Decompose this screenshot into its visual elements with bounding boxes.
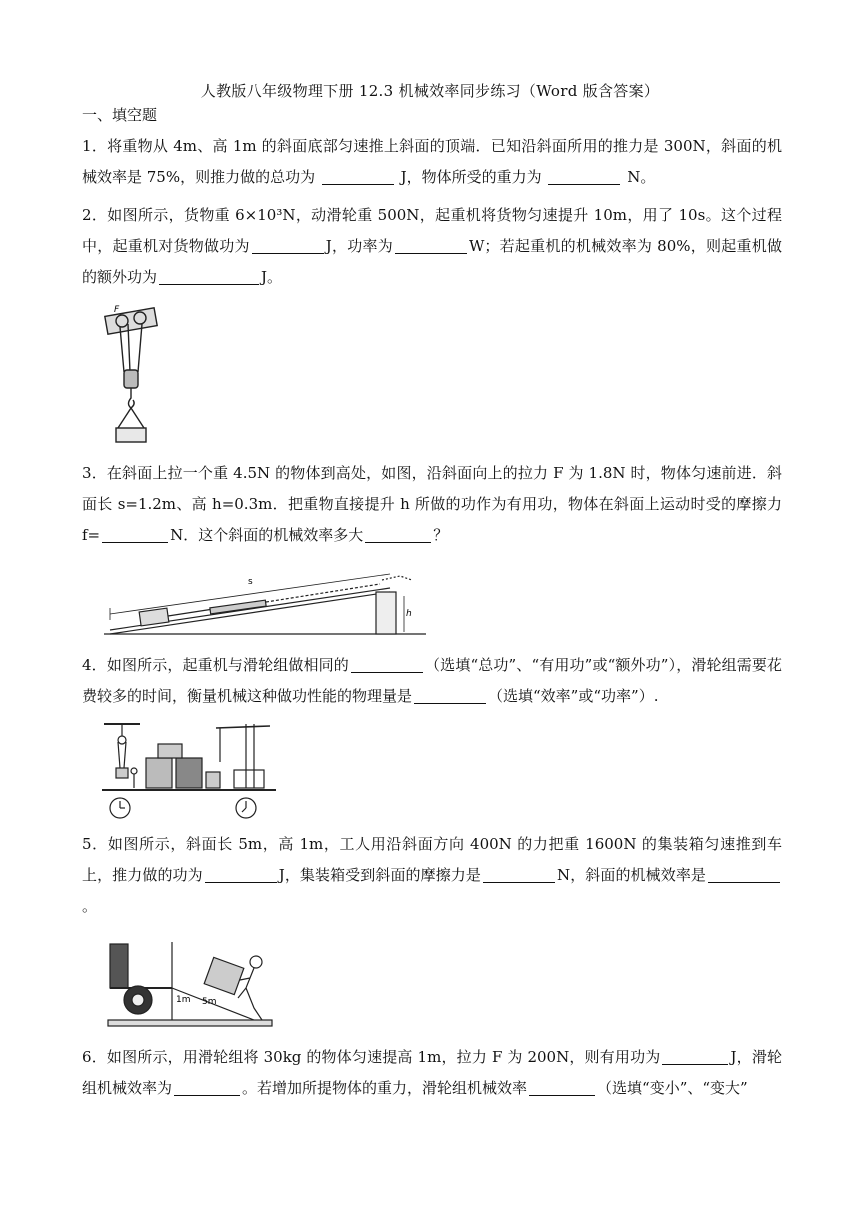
answer-blank[interactable]	[483, 864, 555, 883]
question-text: N。	[627, 168, 656, 186]
height-label: h	[406, 609, 412, 619]
length-label: s	[248, 577, 253, 587]
question-text: 。若增加所提物体的重力，滑轮组机械效率	[242, 1079, 528, 1097]
crane-vs-pulley-figure	[100, 718, 280, 824]
question-text: J，物体所受的重力为	[400, 168, 542, 186]
question-text: N．这个斜面的机械效率多大	[170, 526, 364, 544]
answer-blank[interactable]	[414, 685, 486, 704]
question-text: 在斜面上拉一个重 4.5N 的物体到高处，如图，沿斜面向上的拉力 F 为 1.8N 时，物体匀速前进．斜面长 s=1.2m、高 h=0.3m．把重物直接提升 h 所做的功作为有用功，物体在斜面上运动时受的摩擦力 f=	[82, 464, 782, 544]
force-label: F	[114, 305, 120, 315]
answer-blank[interactable]	[252, 235, 324, 254]
question-1	[82, 131, 782, 193]
answer-blank[interactable]	[159, 266, 259, 285]
question-3	[82, 458, 782, 551]
question-number: 3．	[82, 464, 107, 482]
question-text: J，功率为	[325, 237, 393, 255]
inclined-plane-figure	[100, 566, 430, 638]
answer-blank[interactable]	[351, 654, 423, 673]
question-number: 2．	[82, 206, 108, 224]
question-number: 1．	[82, 137, 108, 155]
answer-blank[interactable]	[662, 1046, 728, 1065]
question-text: 将重物从 4m、高 1m 的斜面底部匀速推上斜面的顶端．已知沿斜面所用的推力是 300N，斜面的机械效率是 75%，则推力做的总功为	[82, 137, 782, 186]
question-text: 如图所示，斜面长 5m，高 1m，工人用沿斜面方向 400N 的力把重 1600N 的集装箱匀速推到车上，推力做的功为	[82, 835, 782, 884]
question-text: W；若起重机的机械效率为 80%，则起重机做的额外功为	[82, 237, 782, 286]
crane-pulley-figure	[100, 302, 170, 448]
question-6	[82, 1042, 782, 1104]
question-4	[82, 650, 782, 712]
question-text: （选填“总功”、“有用功”或“额外功”），滑轮组需要花费较多的时间，衡量机械这种做功性能的物理量是	[82, 656, 782, 705]
question-text: N，斜面的机械效率是	[556, 866, 706, 884]
question-text: 如图所示，用滑轮组将 30kg 的物体匀速提高 1m，拉力 F 为 200N，则有用功为	[106, 1048, 661, 1066]
answer-blank[interactable]	[529, 1077, 595, 1096]
answer-blank[interactable]	[708, 864, 780, 883]
answer-blank[interactable]	[102, 524, 168, 543]
truck-ramp-figure	[104, 938, 276, 1030]
question-text: ？	[433, 526, 449, 544]
document-title: 人教版八年级物理下册 12.3 机械效率同步练习（Word 版含答案）	[200, 82, 660, 100]
length-label: 5m	[202, 997, 217, 1007]
question-text: 如图所示，货物重 6×10³N，动滑轮重 500N，起重机将货物匀速提升 10m，用了 10s。这个过程中，起重机对货物做功为	[82, 206, 783, 255]
question-text: 如图所示，起重机与滑轮组做相同的	[106, 656, 349, 674]
question-text: 。	[82, 897, 98, 915]
answer-blank[interactable]	[205, 864, 277, 883]
question-2	[82, 200, 782, 293]
height-label: 1m	[176, 995, 191, 1005]
answer-blank[interactable]	[395, 235, 467, 254]
question-text: J，集装箱受到斜面的摩擦力是	[278, 866, 481, 884]
answer-blank[interactable]	[365, 524, 431, 543]
question-text: （选填“效率”或“功率”）.	[488, 687, 659, 705]
answer-blank[interactable]	[548, 166, 620, 185]
answer-blank[interactable]	[322, 166, 394, 185]
answer-blank[interactable]	[174, 1077, 240, 1096]
question-text: J。	[261, 268, 283, 286]
section-heading: 一、填空题	[82, 106, 158, 124]
question-number: 5．	[82, 835, 108, 853]
question-text: （选填“变小”、“变大”	[597, 1079, 748, 1097]
question-5	[82, 829, 782, 922]
question-text: J，滑轮组机械效率为	[82, 1048, 782, 1097]
question-number: 6．	[82, 1048, 107, 1066]
question-number: 4．	[82, 656, 107, 674]
